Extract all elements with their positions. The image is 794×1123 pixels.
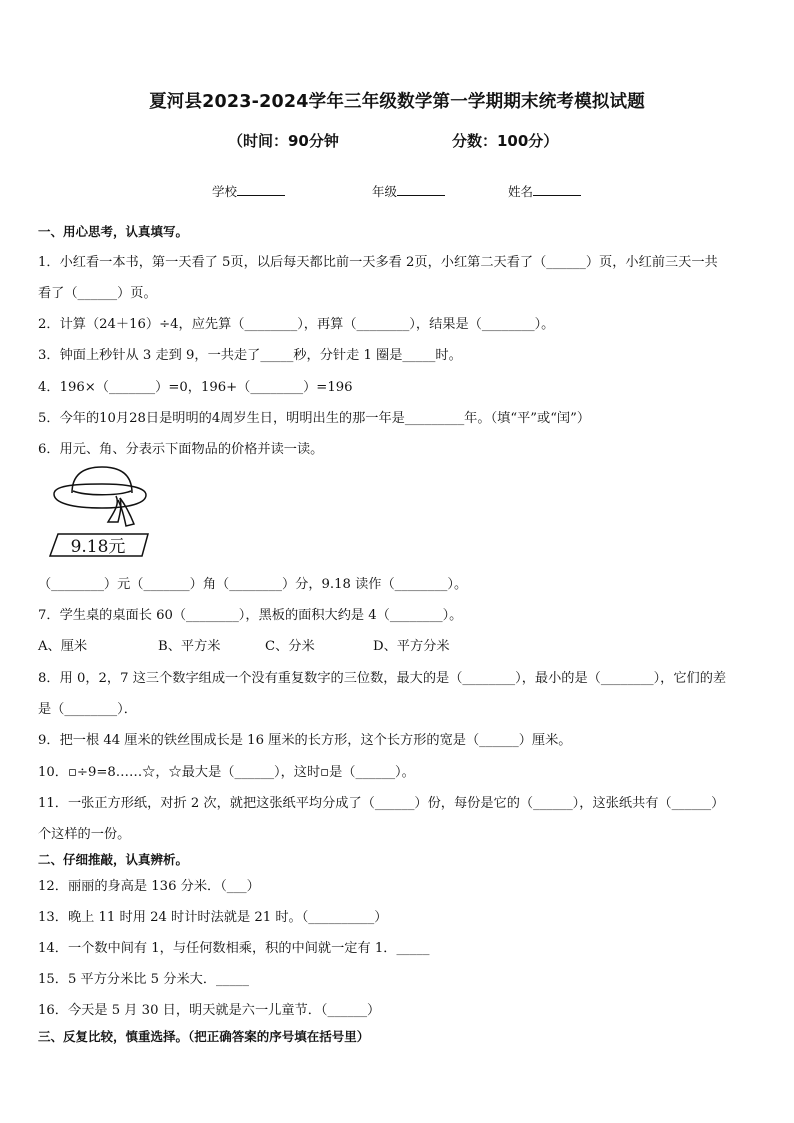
option-d: D、平方分米 <box>373 639 450 654</box>
exam-title: 夏河县2023-2024学年三年级数学第一学期期末统考模拟试题 <box>149 92 645 112</box>
question-2: 2．计算（24＋16）÷4，应先算（________），再算（________），结果是（________）。 <box>38 317 555 332</box>
question-6: 6．用元、角、分表示下面物品的价格并读一读。 <box>38 442 324 457</box>
question-14: 14．一个数中间有 1，与任何数相乘，积的中间就一定有 1．_____ <box>38 941 430 956</box>
question-4: 4．196×（_______）=0，196+（________）=196 <box>38 380 353 395</box>
hat-ribbon-icon <box>108 496 121 522</box>
option-c: C、分米 <box>265 639 315 654</box>
grade-label: 年级 <box>372 184 398 199</box>
question-3: 3．钟面上秒针从 3 走到 9，一共走了_____秒，分针走 1 圈是_____时。 <box>38 348 462 363</box>
question-1: 1．小红看一本书，第一天看了 5页，以后每天都比前一天多看 2页，小红第二天看了（______）页，小红前三天一共 <box>38 255 718 270</box>
question-16: 16．今天是 5 月 30 日，明天就是六一儿童节．（______） <box>38 1003 381 1018</box>
question-7: 7．学生桌的桌面长 60（________），黑板的面积大约是 4（________）。 <box>38 608 463 623</box>
hat-crown-icon <box>72 467 132 493</box>
question-1-cont: 看了（______）页。 <box>38 286 157 301</box>
section-1-heading: 一、用心思考，认真填写。 <box>38 224 189 239</box>
price-tag-text: 9.18元 <box>70 537 126 557</box>
grade-field <box>372 182 445 200</box>
question-12: 12．丽丽的身高是 136 分米．（___） <box>38 879 260 894</box>
name-blank <box>533 182 581 196</box>
option-a: A、厘米 <box>38 639 88 654</box>
question-5: 5．今年的10月28日是明明的4周岁生日，明明出生的那一年是_________年。（填“平”或“闰”） <box>38 411 591 426</box>
question-11: 11．一张正方形纸，对折 2 次，就把这张纸平均分成了（______）份，每份是它的（______），这张纸共有（______） <box>38 796 725 811</box>
name-field <box>508 182 581 200</box>
school-label: 学校 <box>212 184 238 199</box>
option-b: B、平方米 <box>158 639 221 654</box>
question-8-cont: 是（________）． <box>38 702 137 717</box>
school-blank <box>237 182 285 196</box>
exam-time: （时间：90分钟 <box>228 132 339 150</box>
question-6-answer: （________）元（_______）角（________）分，9.18 读作（________）。 <box>38 577 468 592</box>
question-13: 13．晚上 11 时用 24 时计时法就是 21 时。（__________） <box>38 910 388 925</box>
question-11-cont: 个这样的一份。 <box>38 827 131 842</box>
question-8: 8．用 0，2，7 这三个数字组成一个没有重复数字的三位数，最大的是（________），最小的是（________），它们的差 <box>38 671 727 686</box>
name-label: 姓名 <box>508 184 534 199</box>
section-2-heading: 二、仔细推敲，认真辨析。 <box>38 852 189 867</box>
exam-score: 分数：100分） <box>452 132 559 150</box>
question-9: 9．把一根 44 厘米的铁丝围成长是 16 厘米的长方形，这个长方形的宽是（______）厘米。 <box>38 733 572 748</box>
question-10: 10．▫÷9=8……☆，☆最大是（______），这时▫是（______）。 <box>38 765 415 780</box>
question-7-options <box>38 635 762 654</box>
question-15: 15．5 平方分米比 5 分米大．_____ <box>38 972 249 987</box>
grade-blank <box>397 182 445 196</box>
school-field <box>212 182 285 200</box>
hat-price-illustration <box>46 464 156 564</box>
section-3-heading: 三、反复比较，慎重选择。（把正确答案的序号填在括号里） <box>38 1029 370 1044</box>
